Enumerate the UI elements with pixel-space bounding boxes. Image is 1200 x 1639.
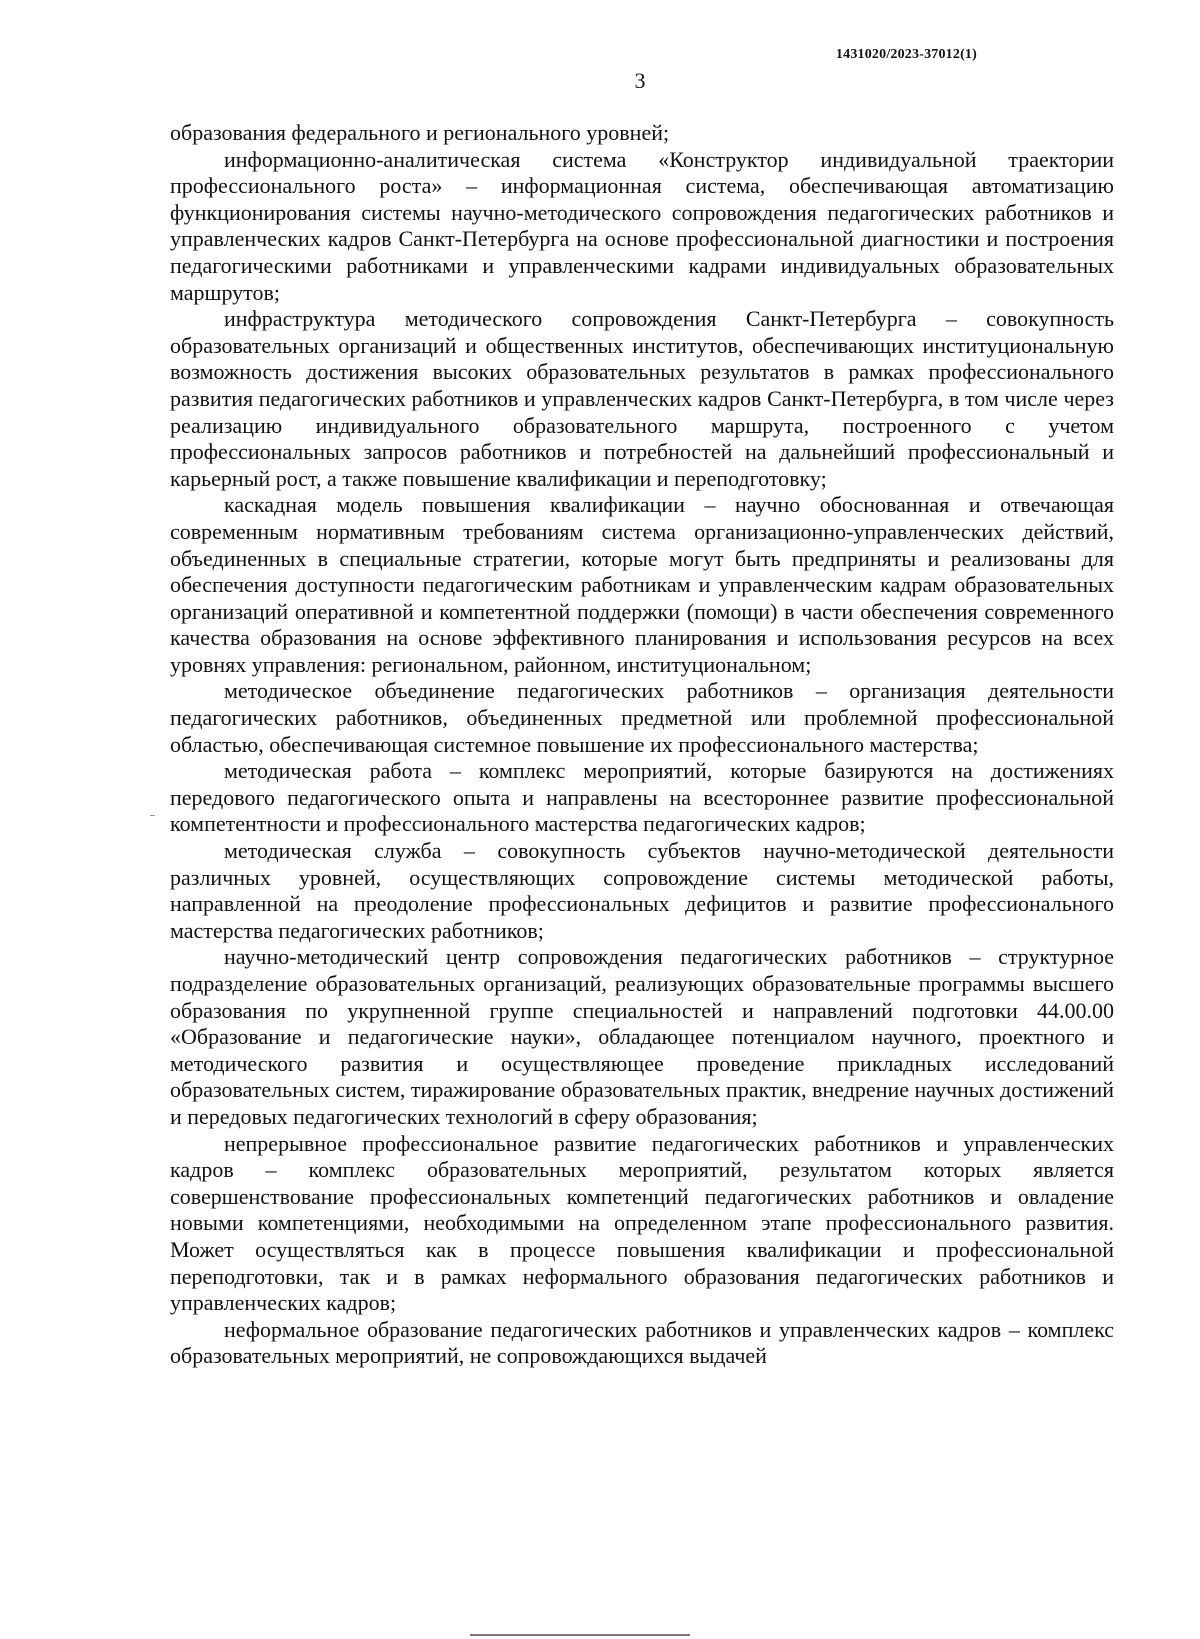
document-body — [170, 120, 1114, 1370]
scan-margin-mark — [150, 815, 155, 816]
paragraph-continuation: образования федерального и регионального уровней; — [170, 120, 670, 145]
paragraph-definition-cascade-model: каскадная модель повышения квалификации – научно обоснованная и отвечающая современным нормативным требованиям система организационно-управленческих действий, объединенных в специальные стратегии, которые могут быть предприняты и реализованы для обеспечения доступности педагогическим работникам и управленческим кадрам образовательных организаций оперативной и компетентной поддержки (помощи) в части обеспечения современного качества образования на основе эффективного планирования и использования ресурсов на всех уровнях управления: региональном, районном, институциональном; — [170, 492, 1114, 677]
paragraph-definition-research-center: научно-методический центр сопровождения педагогических работников – структурное подразделение образовательных организаций, реализующих образовательные программы высшего образования по укрупненной группе специальностей и направлений подготовки 44.00.00 «Образование и педагогические науки», обладающее потенциалом научного, проектного и методического развития и осуществляющее проведение прикладных исследований образовательных систем, тиражирование образовательных практик, внедрение научных достижений и передовых педагогических технологий в сферу образования; — [170, 944, 1114, 1129]
paragraph-definition-methodical-association: методическое объединение педагогических работников – организация деятельности педагогических работников, объединенных предметной или проблемной профессиональной областью, обеспечивающая системное повышение их профессионального мастерства; — [170, 678, 1114, 757]
paragraph-definition-continuous-development: непрерывное профессиональное развитие педагогических работников и управленческих кадров – комплекс образовательных мероприятий, результатом которых является совершенствование профессиональных компетенций педагогических работников и овладение новыми компетенциями, необходимыми на определенном этапе профессионального развития. Может осуществляться как в процессе повышения квалификации и профессиональной переподготовки, так и в рамках неформального образования педагогических работников и управленческих кадров; — [170, 1130, 1114, 1316]
paragraph-definition-infrastructure: инфраструктура методического сопровождения Санкт-Петербурга – совокупность образовательных организаций и общественных институтов, обеспечивающих институциональную возможность достижения высоких образовательных результатов в рамках профессионального развития педагогических работников и управленческих кадров Санкт-Петербурга, в том числе через реализацию индивидуального образовательного маршрута, построенного с учетом профессиональных запросов работников и потребностей на дальнейший профессиональный и карьерный рост, а также повышение квалификации и переподготовку; — [170, 306, 1114, 491]
paragraph-definition-methodical-service: методическая служба – совокупность субъектов научно-методической деятельности различных уровней, осуществляющих сопровождение системы методической работы, направленной на преодоление профессиональных дефицитов и развитие профессионального мастерства педагогических работников; — [170, 838, 1114, 943]
bottom-edge-line — [470, 1634, 690, 1636]
page-number: 3 — [634, 68, 646, 93]
paragraph-definition-informal-education: неформальное образование педагогических работников и управленческих кадров – комплекс образовательных мероприятий, не сопровождающихся выдачей — [170, 1316, 1114, 1369]
paragraph-definition-methodical-work: методическая работа – комплекс мероприятий, которые базируются на достижениях передового педагогического опыта и направлены на всестороннее развитие профессиональной компетентности и профессионального мастерства педагогических кадров; — [170, 758, 1114, 837]
document-registration-number: 1431020/2023-37012(1) — [835, 47, 977, 62]
paragraph-definition-info-system: информационно-аналитическая система «Конструктор индивидуальной траектории профессионального роста» – информационная система, обеспечивающая автоматизацию функционирования системы научно-методического сопровождения педагогических работников и управленческих кадров Санкт-Петербурга на основе профессиональной диагностики и построения педагогическими работниками и управленческими кадрами индивидуальных образовательных маршрутов; — [170, 146, 1114, 305]
